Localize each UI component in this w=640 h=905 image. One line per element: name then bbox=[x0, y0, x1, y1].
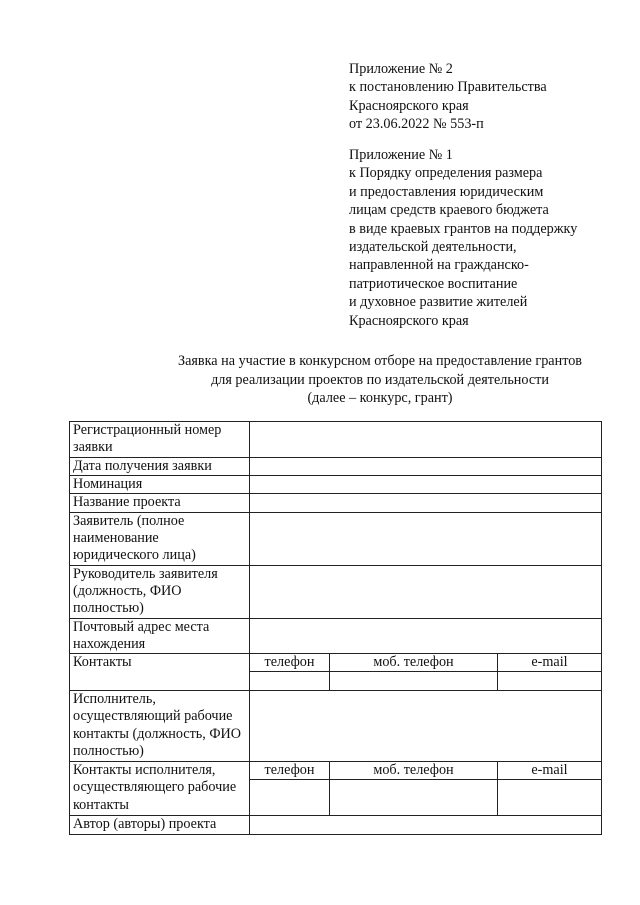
label-contacts: Контакты bbox=[70, 654, 250, 691]
application-form-table bbox=[69, 421, 602, 835]
appendix-line: в виде краевых грантов на поддержку bbox=[349, 220, 578, 237]
appendix-line: Красноярского края bbox=[349, 312, 469, 329]
label-head: Руководитель заявителя (должность, ФИО полностью) bbox=[70, 565, 250, 618]
label-executor-contacts: Контакты исполнителя, осуществляющего рабочие контакты bbox=[70, 762, 250, 816]
title-line: Заявка на участие в конкурсном отборе на предоставление грантов bbox=[177, 353, 583, 369]
label-executor: Исполнитель, осуществляющий рабочие контакты (должность, ФИО полностью) bbox=[70, 691, 250, 762]
appendix-line: патриотическое воспитание bbox=[349, 275, 518, 292]
label-nomination: Номинация bbox=[70, 476, 250, 494]
field-mobile[interactable] bbox=[330, 672, 498, 691]
appendix-line: к Порядку определения размера bbox=[349, 165, 543, 182]
appendix-line: к постановлению Правительства bbox=[349, 79, 547, 96]
header-executor-mobile: моб. телефон bbox=[330, 762, 498, 780]
label-project-name: Название проекта bbox=[70, 494, 250, 512]
field-project-name[interactable] bbox=[250, 494, 602, 512]
field-phone[interactable] bbox=[250, 672, 330, 691]
field-reg-number[interactable] bbox=[250, 422, 602, 458]
appendix-line: направленной на гражданско- bbox=[349, 257, 529, 274]
header-executor-email: e-mail bbox=[498, 762, 602, 780]
label-applicant: Заявитель (полное наименование юридического лица) bbox=[70, 512, 250, 565]
label-address: Почтовый адрес места нахождения bbox=[70, 618, 250, 653]
title-line: для реализации проектов по издательской деятельности bbox=[211, 371, 549, 388]
field-received-date[interactable] bbox=[250, 458, 602, 476]
header-executor-phone: телефон bbox=[250, 762, 330, 780]
field-email[interactable] bbox=[498, 672, 602, 691]
title-line: (далее – конкурс, грант) bbox=[307, 390, 453, 407]
field-executor-phone[interactable] bbox=[250, 780, 330, 816]
field-address[interactable] bbox=[250, 618, 602, 653]
appendix-line: Красноярского края bbox=[349, 97, 469, 114]
field-head[interactable] bbox=[250, 565, 602, 618]
document-title bbox=[60, 352, 640, 408]
appendix-line: издательской деятельности, bbox=[349, 238, 517, 255]
header-mobile: моб. телефон bbox=[330, 654, 498, 672]
appendix-header-current bbox=[349, 60, 547, 134]
label-received-date: Дата получения заявки bbox=[70, 458, 250, 476]
header-email: e-mail bbox=[498, 654, 602, 672]
field-applicant[interactable] bbox=[250, 512, 602, 565]
appendix-line: лицам средств краевого бюджета bbox=[349, 202, 549, 219]
appendix-line: Приложение № 1 bbox=[349, 147, 453, 163]
label-reg-number: Регистрационный номер заявки bbox=[70, 422, 250, 458]
label-authors: Автор (авторы) проекта bbox=[70, 816, 250, 834]
appendix-line: и предоставления юридическим bbox=[349, 183, 544, 200]
field-executor[interactable] bbox=[250, 691, 602, 762]
header-phone: телефон bbox=[250, 654, 330, 672]
field-executor-email[interactable] bbox=[498, 780, 602, 816]
appendix-line: Приложение № 2 bbox=[349, 61, 453, 77]
appendix-header-original bbox=[349, 146, 577, 330]
appendix-line: и духовное развитие жителей bbox=[349, 294, 528, 311]
field-authors[interactable] bbox=[250, 816, 602, 834]
appendix-line: от 23.06.2022 № 553-п bbox=[349, 116, 484, 133]
field-executor-mobile[interactable] bbox=[330, 780, 498, 816]
field-nomination[interactable] bbox=[250, 476, 602, 494]
